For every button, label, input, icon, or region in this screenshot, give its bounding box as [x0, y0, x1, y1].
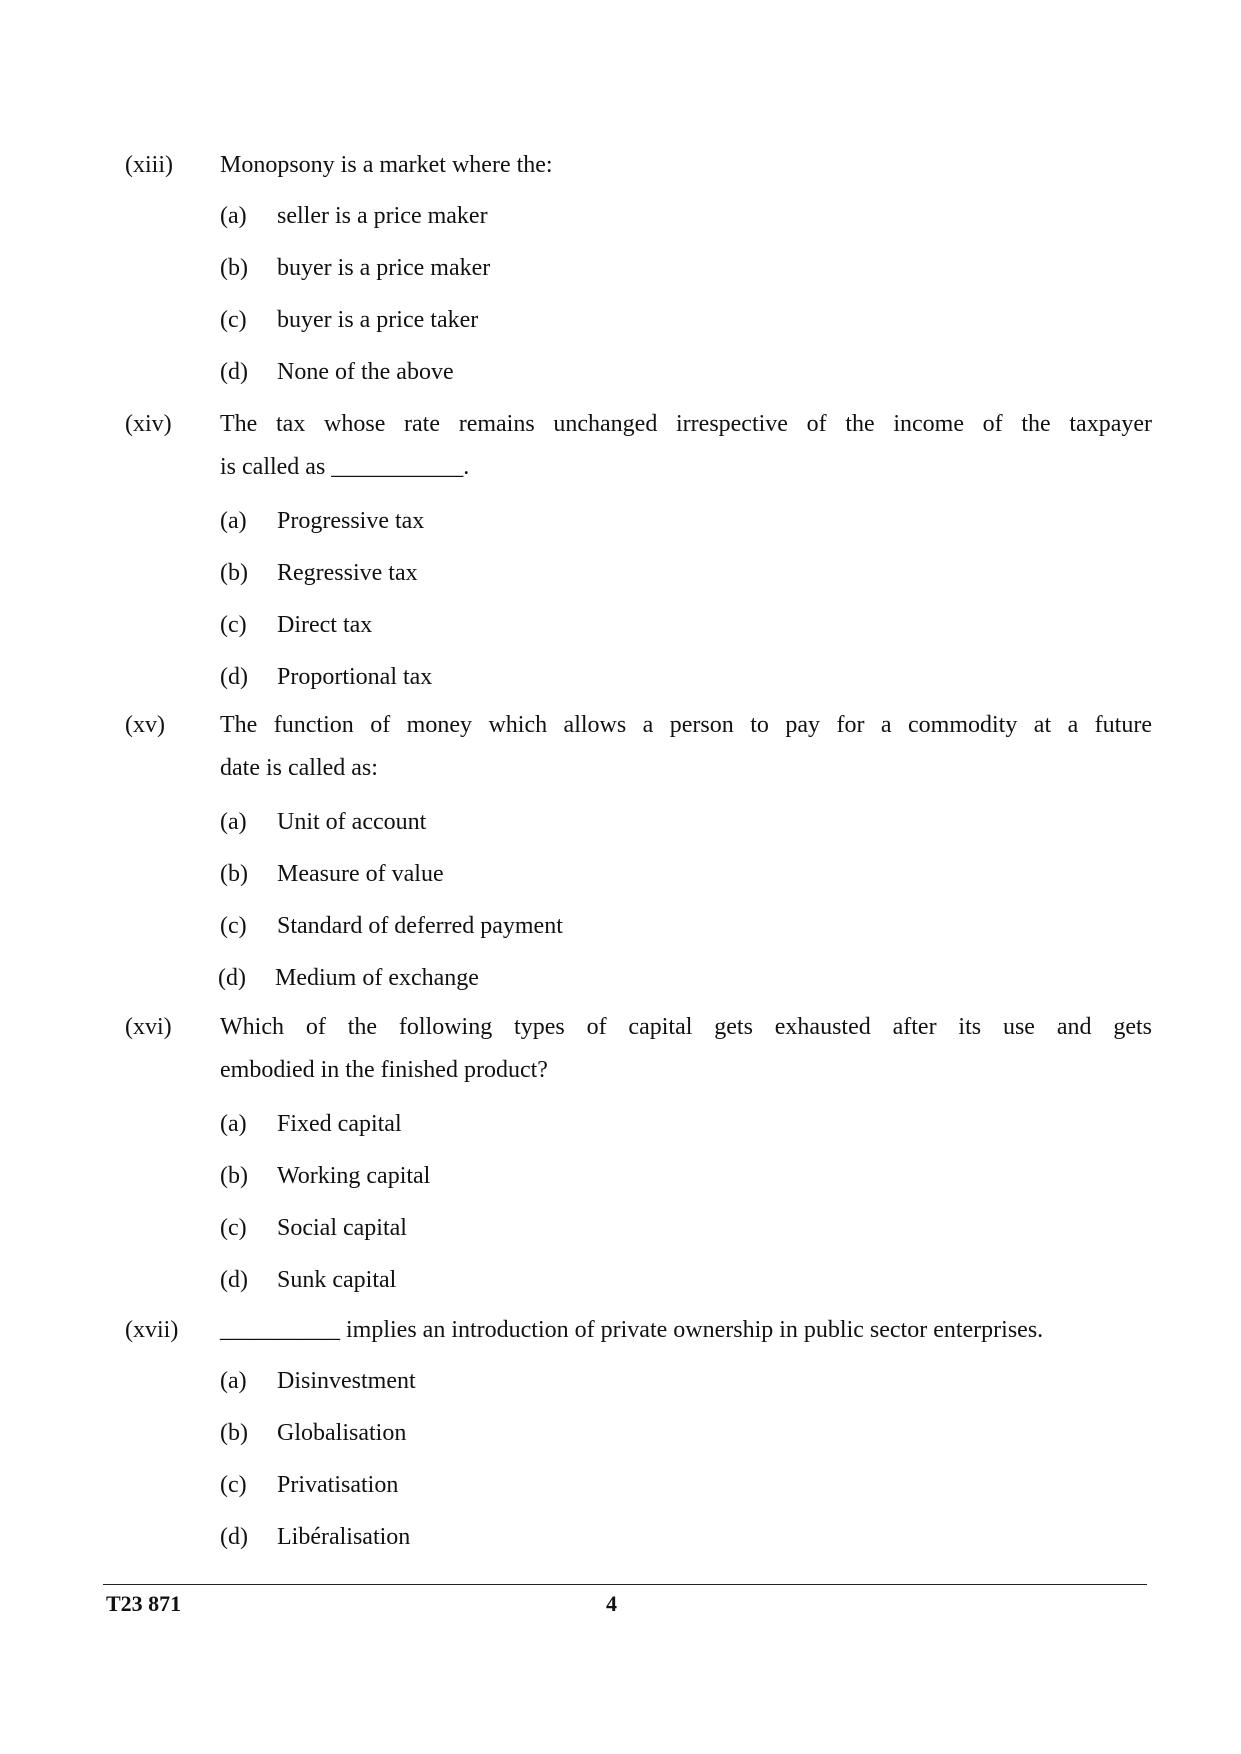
question-text-line: date is called as: [220, 755, 378, 781]
option-text: Globalisation [277, 1420, 407, 1446]
option-text: Disinvestment [277, 1368, 416, 1394]
question-text-line: The function of money which allows a person to pay for a commodity at a future [220, 712, 1152, 738]
option-letter: (a) [220, 1111, 247, 1137]
question-number: (xvi) [125, 1014, 172, 1040]
options-list [220, 1355, 1020, 1563]
option-letter: (b) [220, 861, 248, 887]
option-text: seller is a price maker [277, 203, 488, 229]
option-d [220, 1254, 1020, 1306]
question-text-line: The tax whose rate remains unchanged irrespective of the income of the taxpayer [220, 411, 1152, 437]
option-c [220, 900, 1020, 952]
footer-divider [103, 1584, 1147, 1585]
option-a [220, 796, 1020, 848]
option-text: buyer is a price maker [277, 255, 491, 281]
option-text: buyer is a price taker [277, 307, 479, 333]
option-letter: (c) [220, 1472, 247, 1498]
option-letter: (a) [220, 203, 247, 229]
question-text-line: __________ implies an introduction of private ownership in public sector enterprises. [220, 1317, 1044, 1343]
option-letter: (d) [220, 664, 248, 690]
option-letter: (c) [220, 307, 247, 333]
option-text: Privatisation [277, 1472, 399, 1498]
option-letter: (b) [220, 1420, 248, 1446]
options-list [220, 796, 1020, 1004]
question-text-line: Monopsony is a market where the: [220, 152, 553, 178]
option-letter: (a) [220, 809, 247, 835]
option-b [220, 547, 1020, 599]
options-list [220, 495, 1020, 703]
option-text: Direct tax [277, 612, 373, 638]
option-text: Proportional tax [277, 664, 433, 690]
option-b [220, 242, 1020, 294]
option-text: None of the above [277, 359, 454, 385]
question-number: (xiii) [125, 152, 173, 178]
question-text [220, 144, 1155, 187]
question-number: (xiv) [125, 411, 172, 437]
option-letter: (c) [220, 612, 247, 638]
option-b [220, 1407, 1020, 1459]
option-d [220, 1511, 1020, 1563]
option-text: Medium of exchange [275, 965, 479, 991]
option-letter: (c) [220, 1215, 247, 1241]
option-a [220, 1098, 1020, 1150]
option-letter: (a) [220, 508, 247, 534]
question-number: (xvii) [125, 1317, 179, 1343]
options-list [220, 190, 1020, 398]
option-text: Fixed capital [277, 1111, 402, 1137]
option-c [220, 1459, 1020, 1511]
option-letter: (d) [220, 1267, 248, 1293]
option-letter: (b) [220, 1163, 248, 1189]
option-text: Libéralisation [277, 1524, 411, 1550]
option-text: Regressive tax [277, 560, 418, 586]
question-text-line: is called as ___________. [220, 454, 470, 480]
option-d [220, 651, 1020, 703]
question-text-line: embodied in the finished product? [220, 1057, 548, 1083]
option-d [220, 346, 1020, 398]
option-letter: (c) [220, 913, 247, 939]
option-text: Unit of account [277, 809, 427, 835]
question-text [220, 704, 1152, 790]
option-text: Working capital [277, 1163, 431, 1189]
question-text [220, 1006, 1152, 1092]
option-b [220, 1150, 1020, 1202]
option-letter: (d) [218, 965, 246, 991]
question-text [220, 403, 1152, 489]
option-c [220, 294, 1020, 346]
option-d [218, 952, 1018, 1004]
option-b [220, 848, 1020, 900]
question-text-line: Which of the following types of capital gets exhausted after its use and gets [220, 1014, 1152, 1040]
option-letter: (b) [220, 560, 248, 586]
option-text: Social capital [277, 1215, 407, 1241]
option-a [220, 190, 1020, 242]
option-letter: (a) [220, 1368, 247, 1394]
question-text [220, 1309, 1155, 1352]
options-list [220, 1098, 1020, 1306]
paper-code: T23 871 [106, 1591, 182, 1616]
page-number: 4 [606, 1591, 617, 1616]
option-c [220, 599, 1020, 651]
option-text: Progressive tax [277, 508, 425, 534]
question-number: (xv) [125, 712, 165, 738]
option-letter: (d) [220, 359, 248, 385]
option-letter: (d) [220, 1524, 248, 1550]
option-text: Measure of value [277, 861, 444, 887]
option-text: Sunk capital [277, 1267, 397, 1293]
option-c [220, 1202, 1020, 1254]
option-a [220, 495, 1020, 547]
option-text: Standard of deferred payment [277, 913, 563, 939]
option-letter: (b) [220, 255, 248, 281]
option-a [220, 1355, 1020, 1407]
